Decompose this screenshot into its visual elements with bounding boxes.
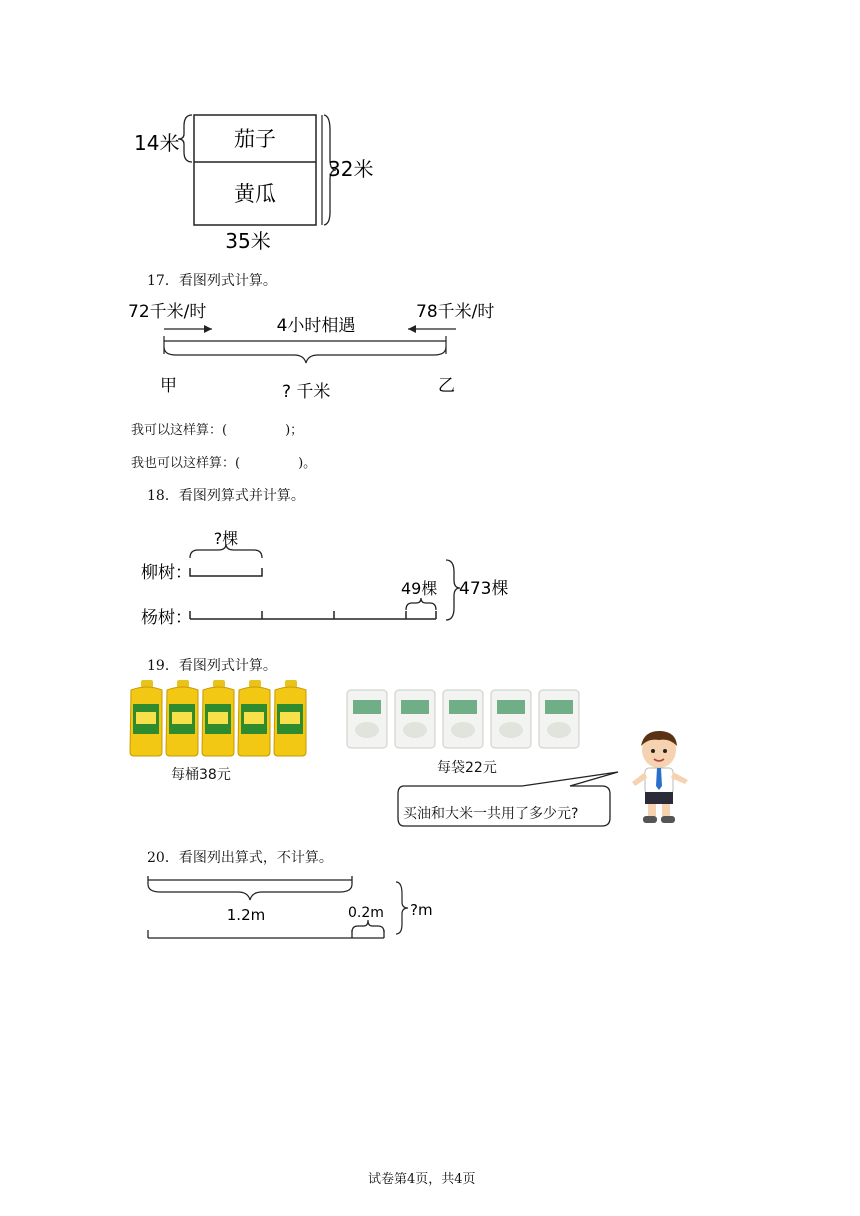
- oil-bottle-5: [274, 680, 306, 756]
- distance-label: ? 千米: [282, 382, 331, 402]
- oil-bottle-3: [202, 680, 234, 756]
- rice-price-label: 每袋22元: [437, 760, 497, 776]
- oil-price-label: 每桶38元: [171, 767, 231, 783]
- bottom-dimension: 35米: [225, 229, 271, 253]
- trees-diagram: [136, 520, 516, 630]
- extra-brace: [406, 598, 436, 610]
- rice-bag-1: [347, 690, 387, 748]
- rice-bag-5: [539, 690, 579, 748]
- rice-bag-2: [395, 690, 435, 748]
- answer-1-suffix: )；: [285, 423, 304, 438]
- willow-label: 柳树：: [141, 563, 192, 583]
- oil-bottle-1: [130, 680, 162, 756]
- answer-1-prefix: 我可以这样算：(: [131, 423, 228, 438]
- point-a-label: 甲: [160, 376, 177, 396]
- q19-title: 19．看图列式计算。: [147, 658, 277, 674]
- unknown-brace: [396, 882, 408, 934]
- q17-answer-line-2: [131, 452, 316, 471]
- length-a-label: 1.2m: [226, 906, 266, 924]
- oil-bottle-4: [238, 680, 270, 756]
- willow-unknown-label: ?棵: [213, 529, 239, 548]
- length-b-label: 0.2m: [348, 905, 384, 921]
- meeting-diagram: [126, 292, 526, 404]
- total-label: 473棵: [459, 579, 509, 599]
- route-brace: [164, 347, 446, 363]
- length-b-brace: [352, 920, 384, 932]
- willow-top-brace: [190, 544, 262, 558]
- willow-bar: [190, 568, 262, 576]
- oil-bottles: [126, 680, 308, 758]
- speech-text: 买油和大米一共用了多少元?: [403, 806, 579, 822]
- field-figure: [128, 108, 388, 258]
- oil-bottle-2: [166, 680, 198, 756]
- total-brace: [446, 560, 460, 620]
- speed-b-label: 78千米/时: [416, 302, 495, 322]
- arrow-b-head: [408, 325, 416, 333]
- speed-a-label: 72千米/时: [128, 302, 207, 322]
- answer-2-suffix: )。: [298, 456, 317, 471]
- meet-label: 4小时相遇: [276, 316, 356, 336]
- rice-bag-3: [443, 690, 483, 748]
- arrow-a-head: [204, 325, 212, 333]
- q17-title: 17．看图列式计算。: [147, 273, 277, 289]
- left-dimension: 14米: [134, 131, 180, 155]
- poplar-extra-label: 49棵: [401, 579, 438, 598]
- q17-answer-line-1: [131, 419, 303, 438]
- point-b-label: 乙: [438, 376, 455, 396]
- answer-2-prefix: 我也可以这样算：(: [131, 456, 241, 471]
- unknown-length-label: ?m: [410, 901, 433, 919]
- q20-title: 20．看图列出算式，不计算。: [147, 850, 333, 866]
- boy-illustration: [626, 728, 696, 826]
- field-top-label: 茄子: [234, 127, 276, 151]
- length-a-brace: [148, 884, 352, 900]
- right-dimension: 32米: [328, 157, 374, 181]
- rice-bag-4: [491, 690, 531, 748]
- left-brace: [178, 115, 192, 162]
- length-diagram: [140, 872, 440, 948]
- poplar-label: 杨树：: [141, 608, 192, 628]
- field-bottom-label: 黄瓜: [234, 182, 276, 206]
- rice-bags: [344, 688, 584, 750]
- page-footer: 试卷第4页，共4页: [368, 1172, 476, 1187]
- q18-title: 18．看图列算式并计算。: [147, 488, 305, 504]
